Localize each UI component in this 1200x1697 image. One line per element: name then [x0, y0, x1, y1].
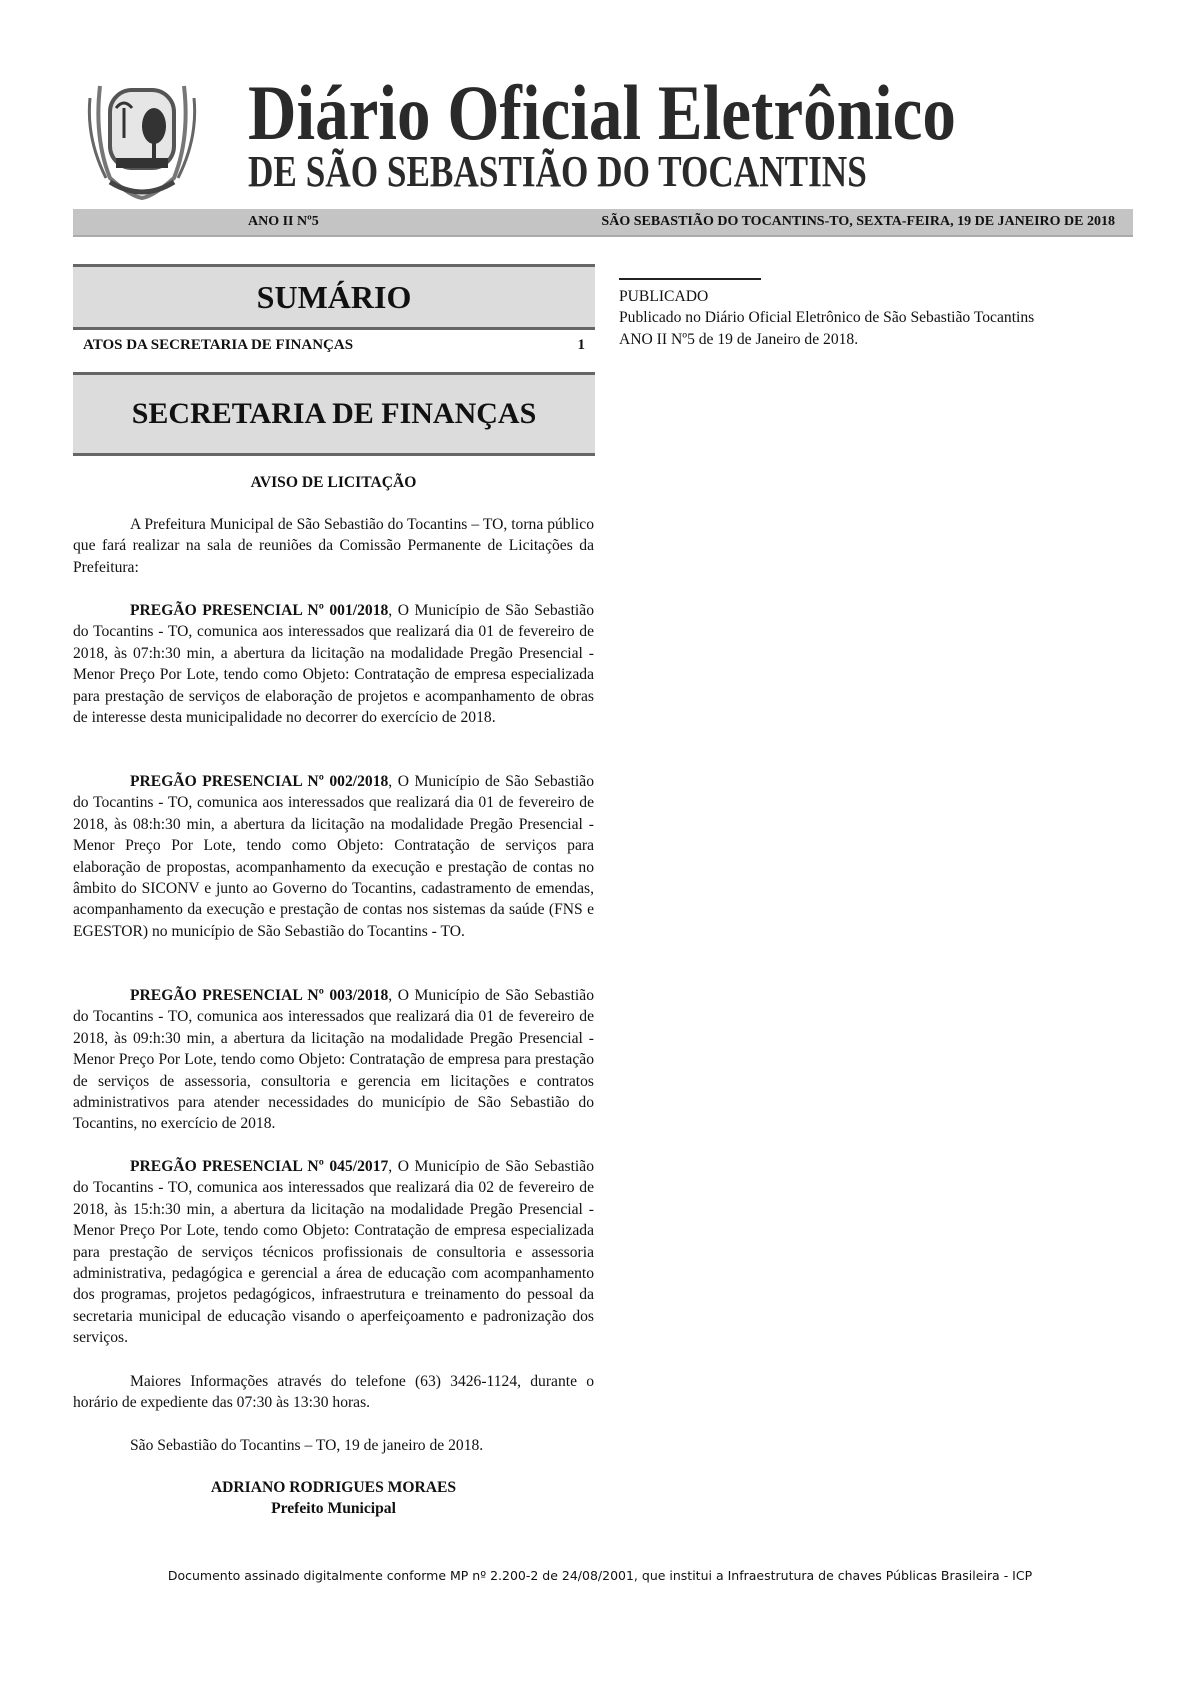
notice-item-title: PREGÃO PRESENCIAL Nº 003/2018: [130, 987, 389, 1004]
summary-title: SUMÁRIO: [73, 264, 595, 330]
notice-item-title: PREGÃO PRESENCIAL Nº 002/2018: [130, 773, 389, 790]
notice-intro: A Prefeitura Municipal de São Sebastião do Tocantins – TO, torna público que fará realizar na sala de reuniões da Comissão Permanente de Licitações da Prefeitura:: [73, 516, 594, 576]
notice-item-title: PREGÃO PRESENCIAL Nº 001/2018: [130, 602, 389, 619]
notice-item-text: , O Município de São Sebastião do Tocantins - TO, comunica aos interessados que realizará dia 01 de fevereiro de 2018, às 07:h:30 min, a abertura da licitação na modalidade Pregão Presencial - Menor Preço Por Lote, tendo como Objeto: Contratação de empresa especializada para prestação de serviços de elaboração de projetos e acompanhamento de obras de interesse desta municipalidade no decorrer do exercício de 2018.: [73, 602, 594, 727]
notice-place-date: São Sebastião do Tocantins – TO, 19 de janeiro de 2018.: [130, 1437, 484, 1454]
signer-name: ADRIANO RODRIGUES MORAES: [210, 1479, 457, 1496]
summary-item[interactable]: [83, 337, 585, 354]
publication-note: [619, 286, 1034, 350]
masthead-title: Diário Oficial Eletrônico: [248, 69, 956, 156]
notice-item-text: , O Município de São Sebastião do Tocantins - TO, comunica aos interessados que realizará dia 02 de fevereiro de 2018, às 15:h:30 min, a abertura da licitação na modalidade Pregão Presencial - Menor Preço Por Lote, tendo como Objeto: Contratação de empresa especializada para prestação de serviços técnicos profissionais de consultoria e assessoria administrativa, pedagógica e gerencial a área de educação com acompanhamento dos programas, projetos pedagógicos, infraestrutura e treinamento do pessoal da secretaria municipal de educação visando o aperfeiçoamento e padronização dos serviços.: [73, 1158, 594, 1347]
notice-item: [73, 600, 594, 728]
notice-item-text: , O Município de São Sebastião do Tocantins - TO, comunica aos interessados que realizará dia 01 de fevereiro de 2018, às 08:h:30 min, a abertura da licitação na modalidade Pregão Presencial - Menor Preço Por Lote, tendo como Objeto: Contratação de serviços para elaboração de propostas, acompanhamento da execução e prestação de contas no âmbito do SICONV e junto ao Governo do Tocantins, cadastramento de emendas, acompanhamento da execução e prestação de contas nos sistemas da saúde (FNS e EGESTOR) no município de São Sebastião do Tocantins - TO.: [73, 773, 594, 940]
dateline: SÃO SEBASTIÃO DO TOCANTINS-TO, SEXTA-FEIRA, 19 DE JANEIRO DE 2018: [601, 214, 1115, 229]
publication-line: Publicado no Diário Oficial Eletrônico de São Sebastião Tocantins: [619, 309, 1035, 327]
municipal-coat-of-arms-logo: [80, 78, 204, 202]
publication-rule: [619, 278, 761, 280]
notice-item: [73, 1156, 594, 1349]
publication-line: ANO II Nº5 de 19 de Janeiro de 2018.: [619, 330, 859, 348]
summary-item-page: 1: [577, 337, 585, 353]
notice-item: [73, 985, 594, 1135]
publication-label: PUBLICADO: [619, 288, 709, 305]
notice-info: Maiores Informações através do telefone (63) 3426-1124, durante o horário de expediente das 07:30 às 13:30 horas.: [73, 1373, 594, 1412]
summary-item-label: ATOS DA SECRETARIA DE FINANÇAS: [83, 337, 354, 353]
section-title: SECRETARIA DE FINANÇAS: [73, 372, 595, 456]
edition-number: ANO II Nº5: [248, 214, 319, 229]
notice-heading: AVISO DE LICITAÇÃO: [250, 474, 417, 491]
masthead-subtitle: DE SÃO SEBASTIÃO DO TOCANTINS: [248, 147, 867, 196]
notice-item-title: PREGÃO PRESENCIAL Nº 045/2017: [130, 1158, 389, 1175]
digital-signature-footer: Documento assinado digitalmente conforme MP nº 2.200-2 de 24/08/2001, que institui a Infraestrutura de chaves Públicas Brasileira - ICP: [167, 1568, 1033, 1583]
signer-role: Prefeito Municipal: [271, 1500, 396, 1517]
notice-item: [73, 771, 594, 942]
notice-item-text: , O Município de São Sebastião do Tocantins - TO, comunica aos interessados que realizará dia 01 de fevereiro de 2018, às 09:h:30 min, a abertura da licitação na modalidade Pregão Presencial - Menor Preço Por Lote, tendo como Objeto: Contratação de empresa para prestação de serviços de assessoria, consultoria e gerencia em licitações e contratos administrativos para atender necessidades do município de São Sebastião do Tocantins, no exercício de 2018.: [73, 987, 594, 1133]
edition-band: [73, 209, 1133, 237]
